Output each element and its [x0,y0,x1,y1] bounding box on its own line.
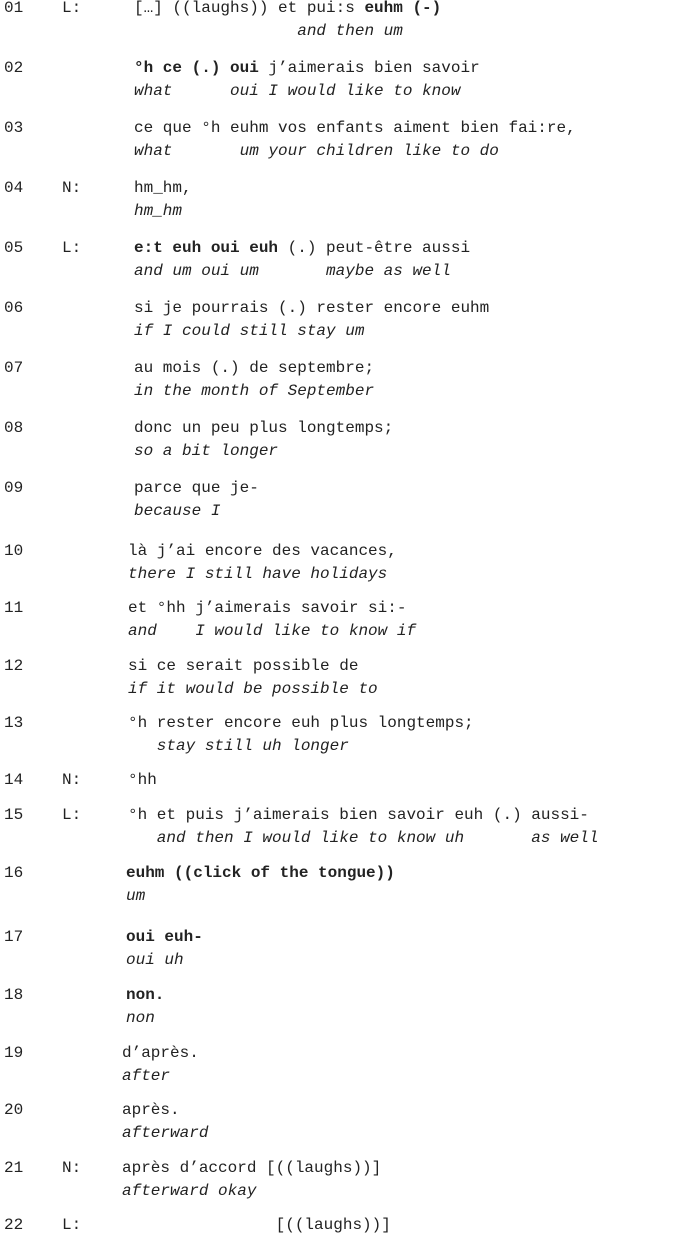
line-number: 05 [4,239,24,257]
utterance-segment: là j’ai encore des vacances, [128,542,397,560]
utterance-segment: ce que °h euhm vos enfants aiment bien fai:re, [134,119,576,137]
line-number: 02 [4,59,24,77]
speaker-label: N: [62,771,82,789]
line-number: 16 [4,864,24,882]
utterance-segment: si ce serait possible de [128,657,359,675]
original-utterance [134,418,393,438]
line-number: 11 [4,599,24,617]
line-number: 15 [4,806,24,824]
line-number: 17 [4,928,24,946]
original-utterance [134,58,480,78]
english-translation: there I still have holidays [128,565,388,583]
original-utterance [134,238,470,258]
english-translation: non [126,1009,155,1027]
utterance-segment: et °hh j’aimerais savoir si:- [128,599,407,617]
utterance-segment: [((laughs))] [122,1216,391,1234]
utterance-segment-bold: °h ce (.) oui [134,59,259,77]
original-utterance [122,1100,180,1120]
english-translation: if I could still stay um [134,322,365,340]
speaker-label: L: [62,0,82,17]
line-number: 07 [4,359,24,377]
speaker-label: N: [62,1159,82,1177]
line-number: 09 [4,479,24,497]
line-number: 22 [4,1216,24,1234]
speaker-label: L: [62,806,82,824]
english-translation: so a bit longer [134,442,279,460]
line-number: 08 [4,419,24,437]
english-translation: and I would like to know if [128,622,417,640]
original-utterance [128,713,474,733]
english-translation: and then I would like to know uh as well [128,829,599,847]
english-translation: um [126,887,146,905]
line-number: 20 [4,1101,24,1119]
utterance-segment: hm_hm, [134,179,192,197]
english-translation: stay still uh longer [128,737,349,755]
line-number: 18 [4,986,24,1004]
original-utterance [128,805,589,825]
utterance-segment: °h rester encore euh plus longtemps; [128,714,474,732]
original-utterance [128,656,358,676]
utterance-segment-bold: euhm (-) [364,0,442,17]
original-utterance [122,1043,199,1063]
utterance-segment: après. [122,1101,180,1119]
original-utterance [134,478,259,498]
original-utterance [126,863,395,883]
english-translation: after [122,1067,171,1085]
english-translation: afterward [122,1124,209,1142]
english-translation: afterward okay [122,1182,257,1200]
utterance-segment: parce que je- [134,479,259,497]
original-utterance [134,298,489,318]
utterance-segment: si je pourrais (.) rester encore euhm [134,299,490,317]
speaker-label: N: [62,179,82,197]
english-translation: what um your children like to do [134,142,499,160]
line-number: 04 [4,179,24,197]
line-number: 19 [4,1044,24,1062]
line-number: 21 [4,1159,24,1177]
utterance-segment: après d’accord [((laughs))] [122,1159,382,1177]
utterance-segment: […] ((laughs)) et pui:s [134,0,365,17]
original-utterance [134,358,374,378]
utterance-segment-bold: oui euh- [126,928,203,946]
utterance-segment: au mois (.) de septembre; [134,359,375,377]
original-utterance [126,985,164,1005]
original-utterance [134,118,576,138]
line-number: 06 [4,299,24,317]
utterance-segment-bold: e:t euh oui euh [134,239,279,257]
english-translation: in the month of September [134,382,375,400]
english-translation: oui uh [126,951,184,969]
line-number: 01 [4,0,24,17]
line-number: 10 [4,542,24,560]
english-translation: because I [134,502,221,520]
line-number: 03 [4,119,24,137]
english-translation: what oui I would like to know [134,82,461,100]
utterance-segment: donc un peu plus longtemps; [134,419,394,437]
line-number: 13 [4,714,24,732]
utterance-segment-bold: non. [126,986,165,1004]
utterance-segment: °h et puis j’aimerais bien savoir euh (.) aussi- [128,806,589,824]
original-utterance [134,0,441,18]
utterance-segment: (.) peut-être aussi [278,239,471,257]
speaker-label: L: [62,1216,82,1234]
utterance-segment: d’après. [122,1044,199,1062]
speaker-label: L: [62,239,82,257]
line-number: 14 [4,771,24,789]
utterance-segment: °hh [128,771,157,789]
english-translation: hm_hm [134,202,183,220]
line-number: 12 [4,657,24,675]
original-utterance [122,1215,391,1235]
original-utterance [134,178,192,198]
original-utterance [122,1158,381,1178]
original-utterance [126,927,203,947]
english-translation: and um oui um maybe as well [134,262,451,280]
original-utterance [128,598,406,618]
original-utterance [128,541,397,561]
utterance-segment-bold: euhm ((click of the tongue)) [126,864,395,882]
utterance-segment: j’aimerais bien savoir [258,59,480,77]
original-utterance [128,770,157,790]
english-translation: and then um [134,22,403,40]
english-translation: if it would be possible to [128,680,378,698]
